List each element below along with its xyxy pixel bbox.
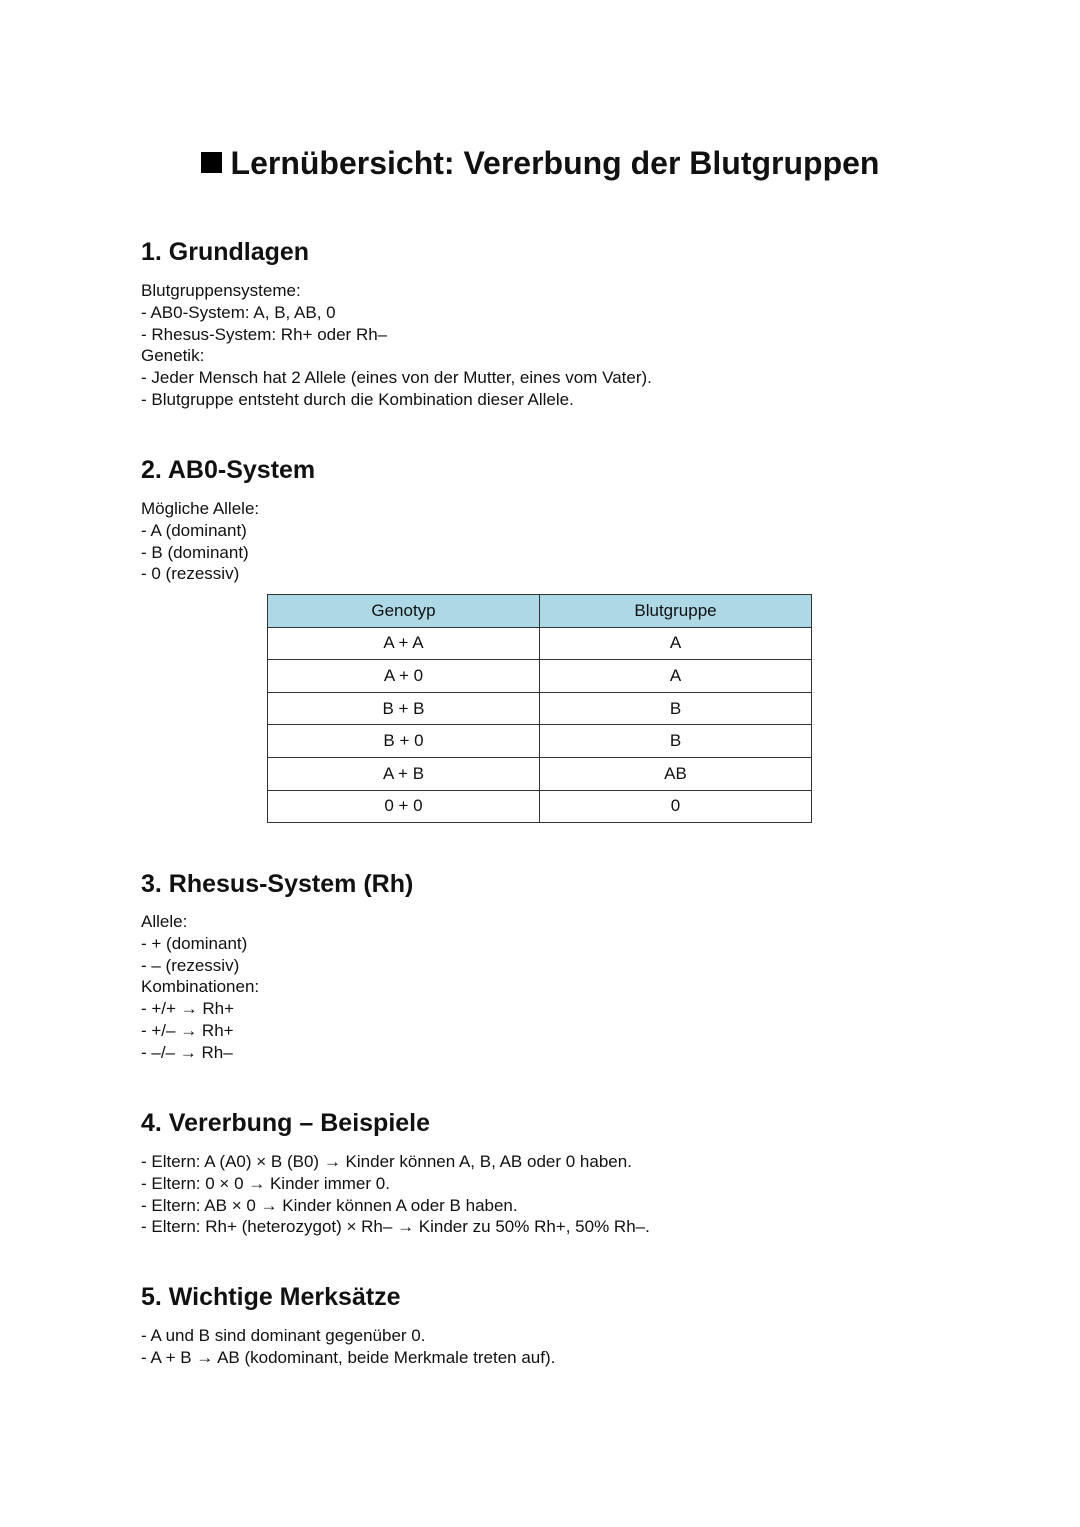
- text-line: - +/+ → Rh+: [141, 999, 235, 1019]
- bloodgroup-cell: B: [540, 692, 812, 725]
- section-vererbung-beispiele: [141, 1107, 941, 1238]
- text-line: - Eltern: Rh+ (heterozygot) × Rh– → Kinder zu 50% Rh+, 50% Rh–.: [141, 1217, 650, 1237]
- text-line: - +/– → Rh+: [141, 1020, 234, 1040]
- text-line: Genetik:: [141, 346, 205, 366]
- text-line: - Eltern: 0 × 0 → Kinder immer 0.: [141, 1173, 390, 1193]
- bloodgroup-cell: 0: [540, 790, 812, 823]
- genotype-table: [267, 594, 812, 823]
- page-title: [0, 141, 1080, 185]
- table-row: [268, 757, 812, 790]
- section-rhesus-system: [141, 868, 941, 1064]
- text-line: - Eltern: A (A0) × B (B0) → Kinder können A, B, AB oder 0 haben.: [141, 1152, 632, 1171]
- text-line: Mögliche Allele:: [141, 499, 260, 518]
- bloodgroup-cell: A: [540, 660, 812, 693]
- section-grundlagen: [141, 236, 941, 411]
- section-heading: 1. Grundlagen: [141, 238, 310, 266]
- table-row: [268, 725, 812, 758]
- bloodgroup-cell: B: [540, 725, 812, 758]
- black-square-icon: [201, 152, 222, 173]
- page-title-text: Lernübersicht: Vererbung der Blutgruppen: [230, 145, 880, 181]
- genotype-cell: B + B: [268, 692, 540, 725]
- column-header-genotyp: Genotyp: [268, 595, 540, 628]
- text-line: - A (dominant): [141, 520, 247, 540]
- genotype-cell: A + B: [268, 757, 540, 790]
- text-line: - + (dominant): [141, 933, 248, 953]
- genotype-cell: A + A: [268, 627, 540, 660]
- table-row: [268, 790, 812, 823]
- text-line: Kombinationen:: [141, 977, 260, 997]
- table-row: [268, 660, 812, 693]
- column-header-blutgruppe: Blutgruppe: [540, 595, 812, 628]
- text-line: - AB0-System: A, B, AB, 0: [141, 302, 336, 322]
- text-line: - Blutgruppe entsteht durch die Kombination dieser Allele.: [141, 389, 574, 409]
- section-heading: 2. AB0-System: [141, 456, 316, 484]
- genotype-cell: B + 0: [268, 725, 540, 758]
- text-line: - –/– → Rh–: [141, 1042, 233, 1062]
- text-line: - A + B → AB (kodominant, beide Merkmale treten auf).: [141, 1347, 556, 1367]
- section-heading: 4. Vererbung – Beispiele: [141, 1109, 431, 1137]
- section-heading: 3. Rhesus-System (Rh): [141, 870, 414, 898]
- text-line: - – (rezessiv): [141, 955, 240, 975]
- section-wichtige-merksaetze: [141, 1281, 941, 1369]
- text-line: - Rhesus-System: Rh+ oder Rh–: [141, 324, 388, 344]
- text-line: Allele:: [141, 912, 188, 931]
- section-heading: 5. Wichtige Merksätze: [141, 1283, 401, 1311]
- table-row: [268, 627, 812, 660]
- genotype-cell: A + 0: [268, 660, 540, 693]
- section-ab0-system: [141, 454, 941, 585]
- table-row: [268, 692, 812, 725]
- text-line: - 0 (rezessiv): [141, 564, 240, 584]
- bloodgroup-cell: AB: [540, 757, 812, 790]
- table-header-row: [268, 595, 812, 628]
- text-line: - Eltern: AB × 0 → Kinder können A oder B haben.: [141, 1195, 518, 1215]
- text-line: - A und B sind dominant gegenüber 0.: [141, 1326, 426, 1345]
- bloodgroup-cell: A: [540, 627, 812, 660]
- text-line: Blutgruppensysteme:: [141, 281, 301, 300]
- text-line: - Jeder Mensch hat 2 Allele (eines von der Mutter, eines vom Vater).: [141, 368, 652, 388]
- text-line: - B (dominant): [141, 542, 249, 562]
- genotype-cell: 0 + 0: [268, 790, 540, 823]
